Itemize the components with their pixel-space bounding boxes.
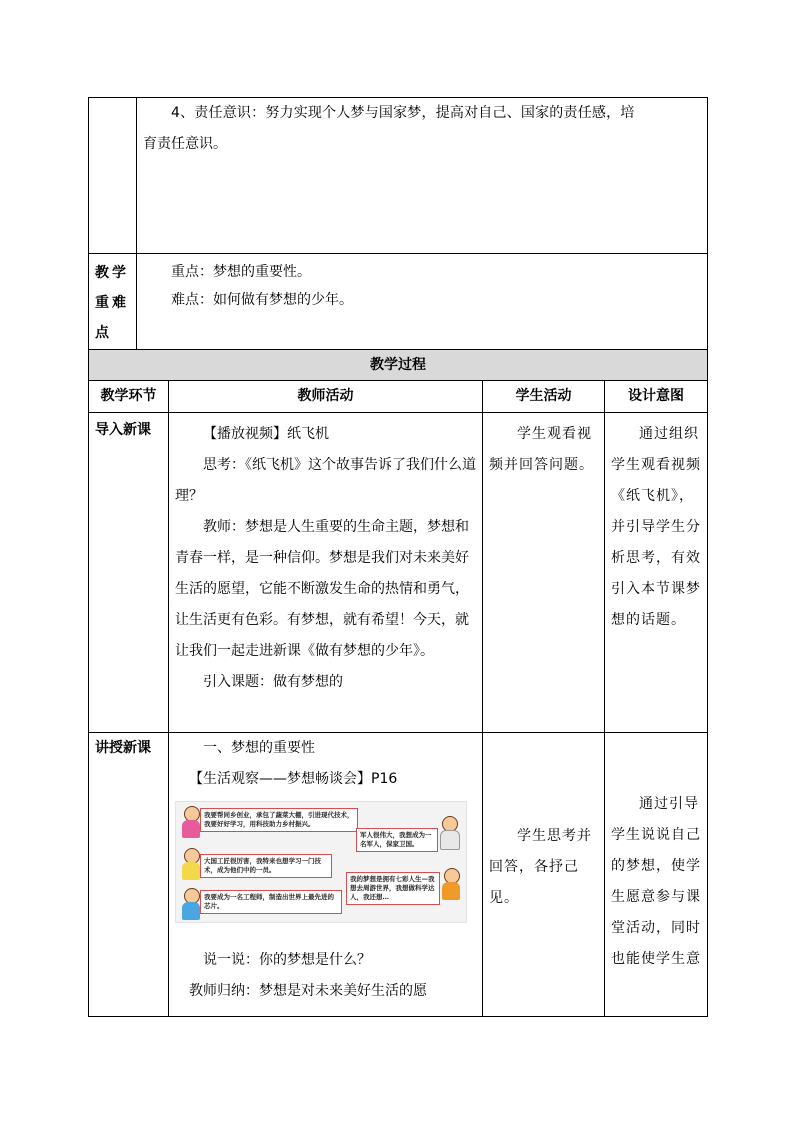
process-row-intro xyxy=(89,413,708,733)
col-header-teacher: 教师活动 xyxy=(169,381,483,413)
process-header-row xyxy=(89,381,708,413)
teacher-line: 教师归纳：梦想是对未来美好生活的愿 xyxy=(189,983,427,999)
design-intent: 通过引导学生说说自己的梦想，使学生愿意参与课堂活动，同时也能使学生意 xyxy=(611,796,701,967)
process-title: 教学过程 xyxy=(89,350,708,381)
student-activity: 学生思考并回答，各抒己见。 xyxy=(489,828,592,906)
key-point: 重点：梦想的重要性。 xyxy=(171,264,311,280)
speech-bubble: 我的梦想是拥有七彩人生—我想去周游世界，我想做科学达人，我还想… xyxy=(346,872,440,905)
objective-item-4-line1: 4、责任意识：努力实现个人梦与国家梦，提高对自己、国家的责任感，培 xyxy=(171,105,635,121)
objective-item-4-line2: 育责任意识。 xyxy=(143,136,227,152)
keypoints-label-cell xyxy=(89,254,137,350)
objectives-content-cell xyxy=(137,98,708,254)
teacher-line: 一、梦想的重要性 xyxy=(203,740,315,756)
stage-label: 导入新课 xyxy=(95,422,151,438)
soldier-avatar-icon xyxy=(438,816,460,850)
stage-label: 讲授新课 xyxy=(95,740,151,756)
keypoints-content-cell xyxy=(137,254,708,350)
lesson-plan-table xyxy=(88,97,708,1017)
teacher-line: 说一说：你的梦想是什么？ xyxy=(203,952,371,968)
col-header-intent: 设计意图 xyxy=(605,381,708,413)
teacher-activity-cell xyxy=(169,733,483,1017)
dream-talk-illustration xyxy=(175,801,467,923)
keypoints-label-line2: 重难 xyxy=(95,295,129,311)
girl-avatar-icon xyxy=(180,806,202,840)
objectives-label-cell xyxy=(89,98,137,254)
speech-bubble: 军人很伟大，我想成为一名军人，保家卫国。 xyxy=(356,828,438,852)
boy-avatar-icon xyxy=(180,888,202,922)
col-header-stage: 教学环节 xyxy=(89,381,169,413)
speech-bubble: 大国工匠很厉害，我特来也想学习一门技术，成为他们中的一员。 xyxy=(200,854,332,878)
speech-bubble: 我要帮同乡创业，承包了蔬菜大棚，引进现代技术，我要好好学习，用科技助力乡村振兴。 xyxy=(200,808,358,832)
student-activity-cell xyxy=(483,413,605,733)
design-intent-cell xyxy=(605,413,708,733)
keypoints-label-line1: 教学 xyxy=(95,265,129,281)
teacher-line: 【生活观察——梦想畅谈会】P16 xyxy=(189,771,398,787)
process-title-row xyxy=(89,350,708,381)
design-intent: 通过组织学生观看视频《纸飞机》，并引导学生分析思考，有效引入本节课梦想的话题。 xyxy=(611,426,701,628)
stage-cell xyxy=(89,413,169,733)
teacher-activity-cell xyxy=(169,413,483,733)
teacher-line: 【播放视频】纸飞机 xyxy=(203,426,329,442)
teacher-line: 思考：《纸飞机》这个故事告诉了我们什么道理？ xyxy=(175,457,476,504)
student-activity: 学生观看视频并回答问题。 xyxy=(489,426,594,473)
girl-avatar-icon xyxy=(180,848,202,882)
runner-avatar-icon xyxy=(440,868,462,908)
design-intent-cell xyxy=(605,733,708,1017)
stage-cell xyxy=(89,733,169,1017)
student-activity-cell xyxy=(483,733,605,1017)
difficult-point: 难点：如何做有梦想的少年。 xyxy=(171,292,353,308)
keypoints-label-line3: 点 xyxy=(95,325,112,341)
speech-bubble: 我要成为一名工程师，制造出世界上最先进的芯片。 xyxy=(200,890,342,914)
keypoints-row xyxy=(89,254,708,350)
col-header-student: 学生活动 xyxy=(483,381,605,413)
objectives-row xyxy=(89,98,708,254)
teacher-line: 引入课题：做有梦想的 xyxy=(203,674,343,690)
teacher-line: 教师：梦想是人生重要的生命主题，梦想和青春一样，是一种信仰。梦想是我们对未来美好生活的愿望，它能不断激发生命的热情和勇气，让生活更有色彩。有梦想，就有希望！今天，就让我们一起走进新课《做有梦想的少年》。 xyxy=(175,519,469,659)
process-row-lecture xyxy=(89,733,708,1017)
